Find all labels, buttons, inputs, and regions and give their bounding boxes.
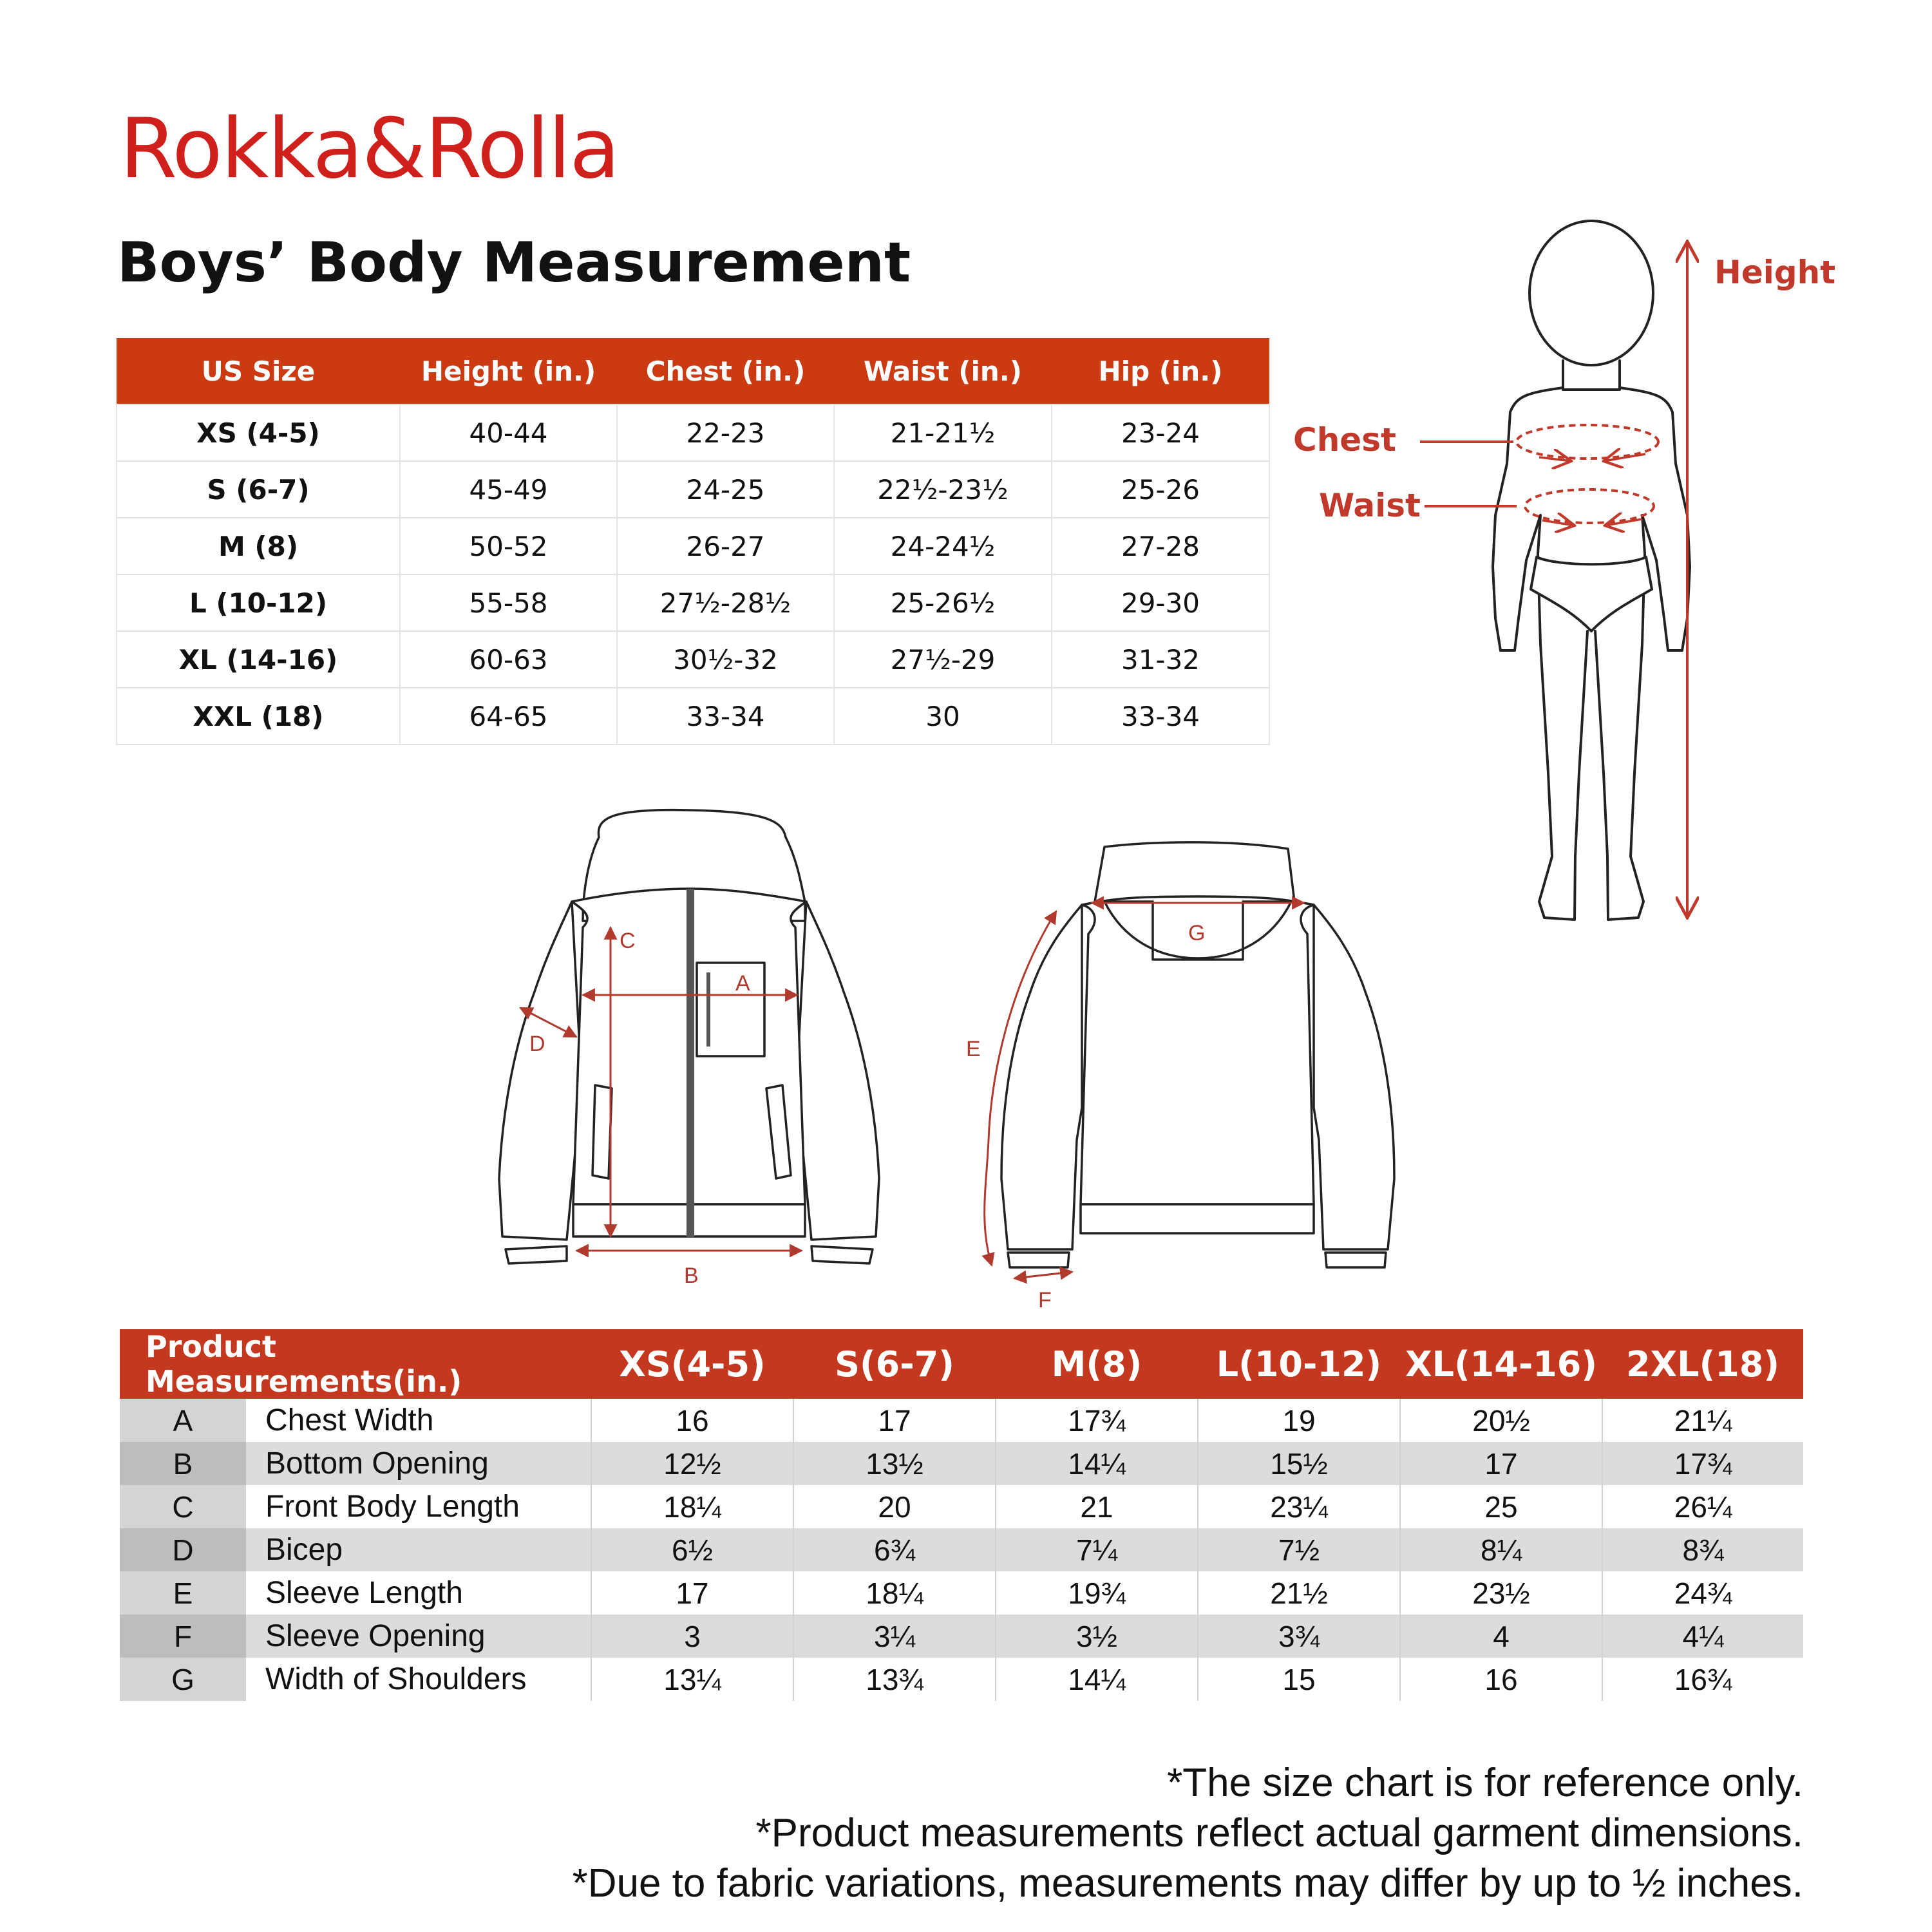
chest-cell: 24-25 [617, 461, 834, 518]
measure-letter: F [120, 1615, 246, 1658]
measure-value: 13¾ [793, 1658, 996, 1701]
child-figure [1493, 221, 1690, 920]
product-table-header [120, 1329, 1803, 1399]
label-a: A [735, 971, 750, 996]
header-size: XL(14-16) [1400, 1329, 1602, 1399]
measure-name: Width of Shoulders [246, 1658, 591, 1701]
chest-cell: 30½-32 [617, 631, 834, 688]
measure-letter: D [120, 1528, 246, 1571]
table-row [120, 1442, 1803, 1485]
measure-value: 12½ [591, 1442, 793, 1485]
measure-value: 18¼ [793, 1571, 996, 1615]
measure-value: 7½ [1198, 1528, 1400, 1571]
measure-value: 13½ [793, 1442, 996, 1485]
chest-cell: 26-27 [617, 518, 834, 574]
measure-value: 14¼ [996, 1658, 1198, 1701]
measure-value: 16 [591, 1399, 793, 1442]
label-f: F [1038, 1288, 1052, 1312]
measure-letter: G [120, 1658, 246, 1701]
measure-value: 17 [793, 1399, 996, 1442]
header-size: M(8) [996, 1329, 1198, 1399]
measure-value: 20 [793, 1485, 996, 1528]
hip-cell: 27-28 [1052, 518, 1269, 574]
measure-value: 21½ [1198, 1571, 1400, 1615]
header-size: L(10-12) [1198, 1329, 1400, 1399]
waist-cell: 22½-23½ [834, 461, 1052, 518]
measure-value: 24¾ [1602, 1571, 1803, 1615]
hip-cell: 31-32 [1052, 631, 1269, 688]
measure-value: 17¾ [996, 1399, 1198, 1442]
header-chest: Chest (in.) [617, 338, 834, 404]
table-row [120, 1658, 1803, 1701]
label-c: C [620, 929, 636, 953]
measure-value: 3¾ [1198, 1615, 1400, 1658]
size-cell: S (6-7) [117, 461, 400, 518]
measure-name: Sleeve Length [246, 1571, 591, 1615]
measure-name: Bicep [246, 1528, 591, 1571]
measure-value: 15 [1198, 1658, 1400, 1701]
measure-value: 8¾ [1602, 1528, 1803, 1571]
waist-cell: 25-26½ [834, 574, 1052, 631]
height-cell: 64-65 [400, 688, 617, 744]
jacket-back-drawing [1001, 842, 1394, 1267]
note-line: *Due to fabric variations, measurements may differ by up to ½ inches. [572, 1861, 1803, 1906]
measure-letter: C [120, 1485, 246, 1528]
measure-value: 23¼ [1198, 1485, 1400, 1528]
height-cell: 55-58 [400, 574, 617, 631]
header-height: Height (in.) [400, 338, 617, 404]
label-g: G [1188, 921, 1206, 945]
measure-value: 3½ [996, 1615, 1198, 1658]
chest-cell: 27½-28½ [617, 574, 834, 631]
waist-cell: 21-21½ [834, 404, 1052, 461]
measure-value: 16 [1400, 1658, 1602, 1701]
measure-letter: E [120, 1571, 246, 1615]
size-cell: XS (4-5) [117, 404, 400, 461]
hip-cell: 23-24 [1052, 404, 1269, 461]
measure-value: 8¼ [1400, 1528, 1602, 1571]
measure-value: 17¾ [1602, 1442, 1803, 1485]
waist-cell: 30 [834, 688, 1052, 744]
table-row [120, 1399, 1803, 1442]
measure-letter: A [120, 1399, 246, 1442]
size-cell: XL (14-16) [117, 631, 400, 688]
chest-label: Chest [1293, 421, 1396, 459]
table-row [120, 1615, 1803, 1658]
measure-value: 17 [591, 1571, 793, 1615]
waist-label: Waist [1319, 487, 1421, 524]
measure-value: 13¼ [591, 1658, 793, 1701]
hip-cell: 25-26 [1052, 461, 1269, 518]
note-line: *Product measurements reflect actual garment dimensions. [755, 1811, 1803, 1855]
chest-cell: 22-23 [617, 404, 834, 461]
measure-name: Sleeve Opening [246, 1615, 591, 1658]
label-d: D [529, 1032, 545, 1056]
measure-value: 26¼ [1602, 1485, 1803, 1528]
header-size: XS(4-5) [591, 1329, 793, 1399]
size-cell: M (8) [117, 518, 400, 574]
header-size: 2XL(18) [1602, 1329, 1803, 1399]
size-cell: L (10-12) [117, 574, 400, 631]
waist-cell: 27½-29 [834, 631, 1052, 688]
measure-value: 23½ [1400, 1571, 1602, 1615]
table-row [120, 1571, 1803, 1615]
measure-name: Chest Width [246, 1399, 591, 1442]
waist-cell: 24-24½ [834, 518, 1052, 574]
height-label: Height [1714, 254, 1836, 291]
measure-value: 17 [1400, 1442, 1602, 1485]
measure-value: 14¼ [996, 1442, 1198, 1485]
measure-value: 3¼ [793, 1615, 996, 1658]
page-title: Boys’ Body Measurement [117, 231, 911, 295]
measure-value: 6½ [591, 1528, 793, 1571]
measure-value: 18¼ [591, 1485, 793, 1528]
label-b: B [684, 1264, 699, 1288]
chest-cell: 33-34 [617, 688, 834, 744]
table-row [120, 1485, 1803, 1528]
measure-value: 15½ [1198, 1442, 1400, 1485]
measure-letter: B [120, 1442, 246, 1485]
hip-cell: 29-30 [1052, 574, 1269, 631]
measure-value: 16¾ [1602, 1658, 1803, 1701]
brand-logo: Rokka&Rolla [120, 101, 619, 197]
measure-value: 21 [996, 1485, 1198, 1528]
measure-name: Bottom Opening [246, 1442, 591, 1485]
measure-value: 3 [591, 1615, 793, 1658]
header-us-size: US Size [117, 338, 400, 404]
height-cell: 50-52 [400, 518, 617, 574]
measure-value: 4 [1400, 1615, 1602, 1658]
product-measurement-table [120, 1329, 1803, 1701]
measure-value: 6¾ [793, 1528, 996, 1571]
measure-value: 4¼ [1602, 1615, 1803, 1658]
hip-cell: 33-34 [1052, 688, 1269, 744]
header-waist: Waist (in.) [834, 338, 1052, 404]
measure-value: 7¼ [996, 1528, 1198, 1571]
disclaimer-notes [573, 1758, 1803, 1909]
measure-name: Front Body Length [246, 1485, 591, 1528]
header-product-measurements: Product Measurements(in.) [120, 1329, 591, 1399]
measure-value: 19 [1198, 1399, 1400, 1442]
height-cell: 60-63 [400, 631, 617, 688]
measure-value: 19¾ [996, 1571, 1198, 1615]
measure-value: 20½ [1400, 1399, 1602, 1442]
size-cell: XXL (18) [117, 688, 400, 744]
measure-value: 21¼ [1602, 1399, 1803, 1442]
header-size: S(6-7) [793, 1329, 996, 1399]
header-hip: Hip (in.) [1052, 338, 1269, 404]
measure-value: 25 [1400, 1485, 1602, 1528]
note-line: *The size chart is for reference only. [1167, 1761, 1803, 1805]
height-cell: 45-49 [400, 461, 617, 518]
height-cell: 40-44 [400, 404, 617, 461]
table-row [120, 1528, 1803, 1571]
label-e: E [966, 1037, 981, 1061]
jacket-front-drawing [499, 810, 879, 1264]
